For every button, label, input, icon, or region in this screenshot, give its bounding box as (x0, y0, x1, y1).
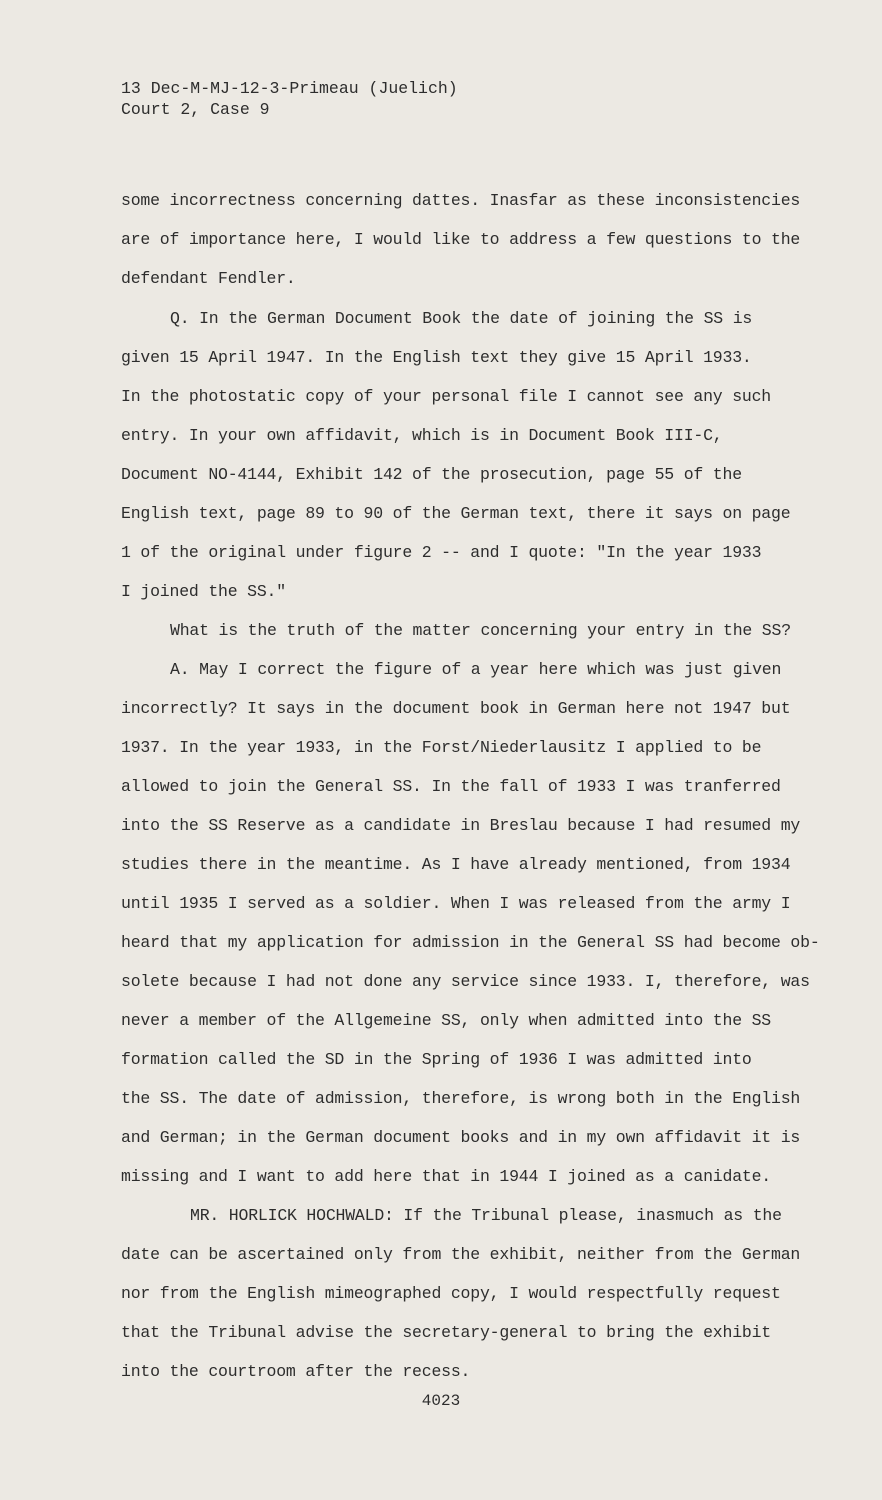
text-line: until 1935 I served as a soldier. When I was released from the army I (121, 894, 791, 913)
text-line: MR. HORLICK HOCHWALD: If the Tribunal please, inasmuch as the (190, 1206, 782, 1225)
text-line: solete because I had not done any service since 1933. I, therefore, was (121, 972, 810, 991)
text-line: formation called the SD in the Spring of 1936 I was admitted into (121, 1050, 752, 1069)
header-court-case: Court 2, Case 9 (121, 100, 270, 119)
document-header (121, 78, 458, 120)
page-number: 4023 (421, 1392, 461, 1410)
text-line: missing and I want to add here that in 1944 I joined as a canidate. (121, 1167, 772, 1186)
text-line: some incorrectness concerning dattes. Inasfar as these inconsistencies (121, 191, 801, 210)
text-line: A. May I correct the figure of a year here which was just given (170, 660, 782, 679)
text-line: into the SS Reserve as a candidate in Breslau because I had resumed my (121, 816, 801, 835)
text-line: the SS. The date of admission, therefore, is wrong both in the English (121, 1089, 801, 1108)
text-line: English text, page 89 to 90 of the German text, there it says on page (121, 504, 791, 523)
text-line: studies there in the meantime. As I have already mentioned, from 1934 (121, 855, 791, 874)
text-line: Document NO-4144, Exhibit 142 of the prosecution, page 55 of the (121, 465, 742, 484)
text-line: In the photostatic copy of your personal file I cannot see any such (121, 387, 772, 406)
text-line: Q. In the German Document Book the date of joining the SS is (170, 309, 753, 328)
text-line: 1 of the original under figure 2 -- and I quote: "In the year 1933 (121, 543, 762, 562)
text-line: defendant Fendler. (121, 269, 296, 288)
text-line: and German; in the German document books and in my own affidavit it is (121, 1128, 801, 1147)
text-line: heard that my application for admission in the General SS had become ob- (121, 933, 820, 952)
header-reference: 13 Dec-M-MJ-12-3-Primeau (Juelich) (121, 79, 458, 98)
text-line: into the courtroom after the recess. (121, 1362, 471, 1381)
text-line: date can be ascertained only from the exhibit, neither from the German (121, 1245, 801, 1264)
text-line: What is the truth of the matter concerning your entry in the SS? (170, 621, 791, 640)
text-line: allowed to join the General SS. In the fall of 1933 I was tranferred (121, 777, 781, 796)
text-line: I joined the SS." (121, 582, 286, 601)
text-line: 1937. In the year 1933, in the Forst/Niederlausitz I applied to be (121, 738, 762, 757)
text-line: incorrectly? It says in the document book in German here not 1947 but (121, 699, 791, 718)
text-line: that the Tribunal advise the secretary-general to bring the exhibit (121, 1323, 772, 1342)
text-line: are of importance here, I would like to address a few questions to the (121, 230, 801, 249)
text-line: entry. In your own affidavit, which is in Document Book III-C, (121, 426, 723, 445)
text-line: never a member of the Allgemeine SS, only when admitted into the SS (121, 1011, 772, 1030)
text-line: nor from the English mimeographed copy, I would respectfully request (121, 1284, 781, 1303)
text-line: given 15 April 1947. In the English text they give 15 April 1933. (121, 348, 752, 367)
